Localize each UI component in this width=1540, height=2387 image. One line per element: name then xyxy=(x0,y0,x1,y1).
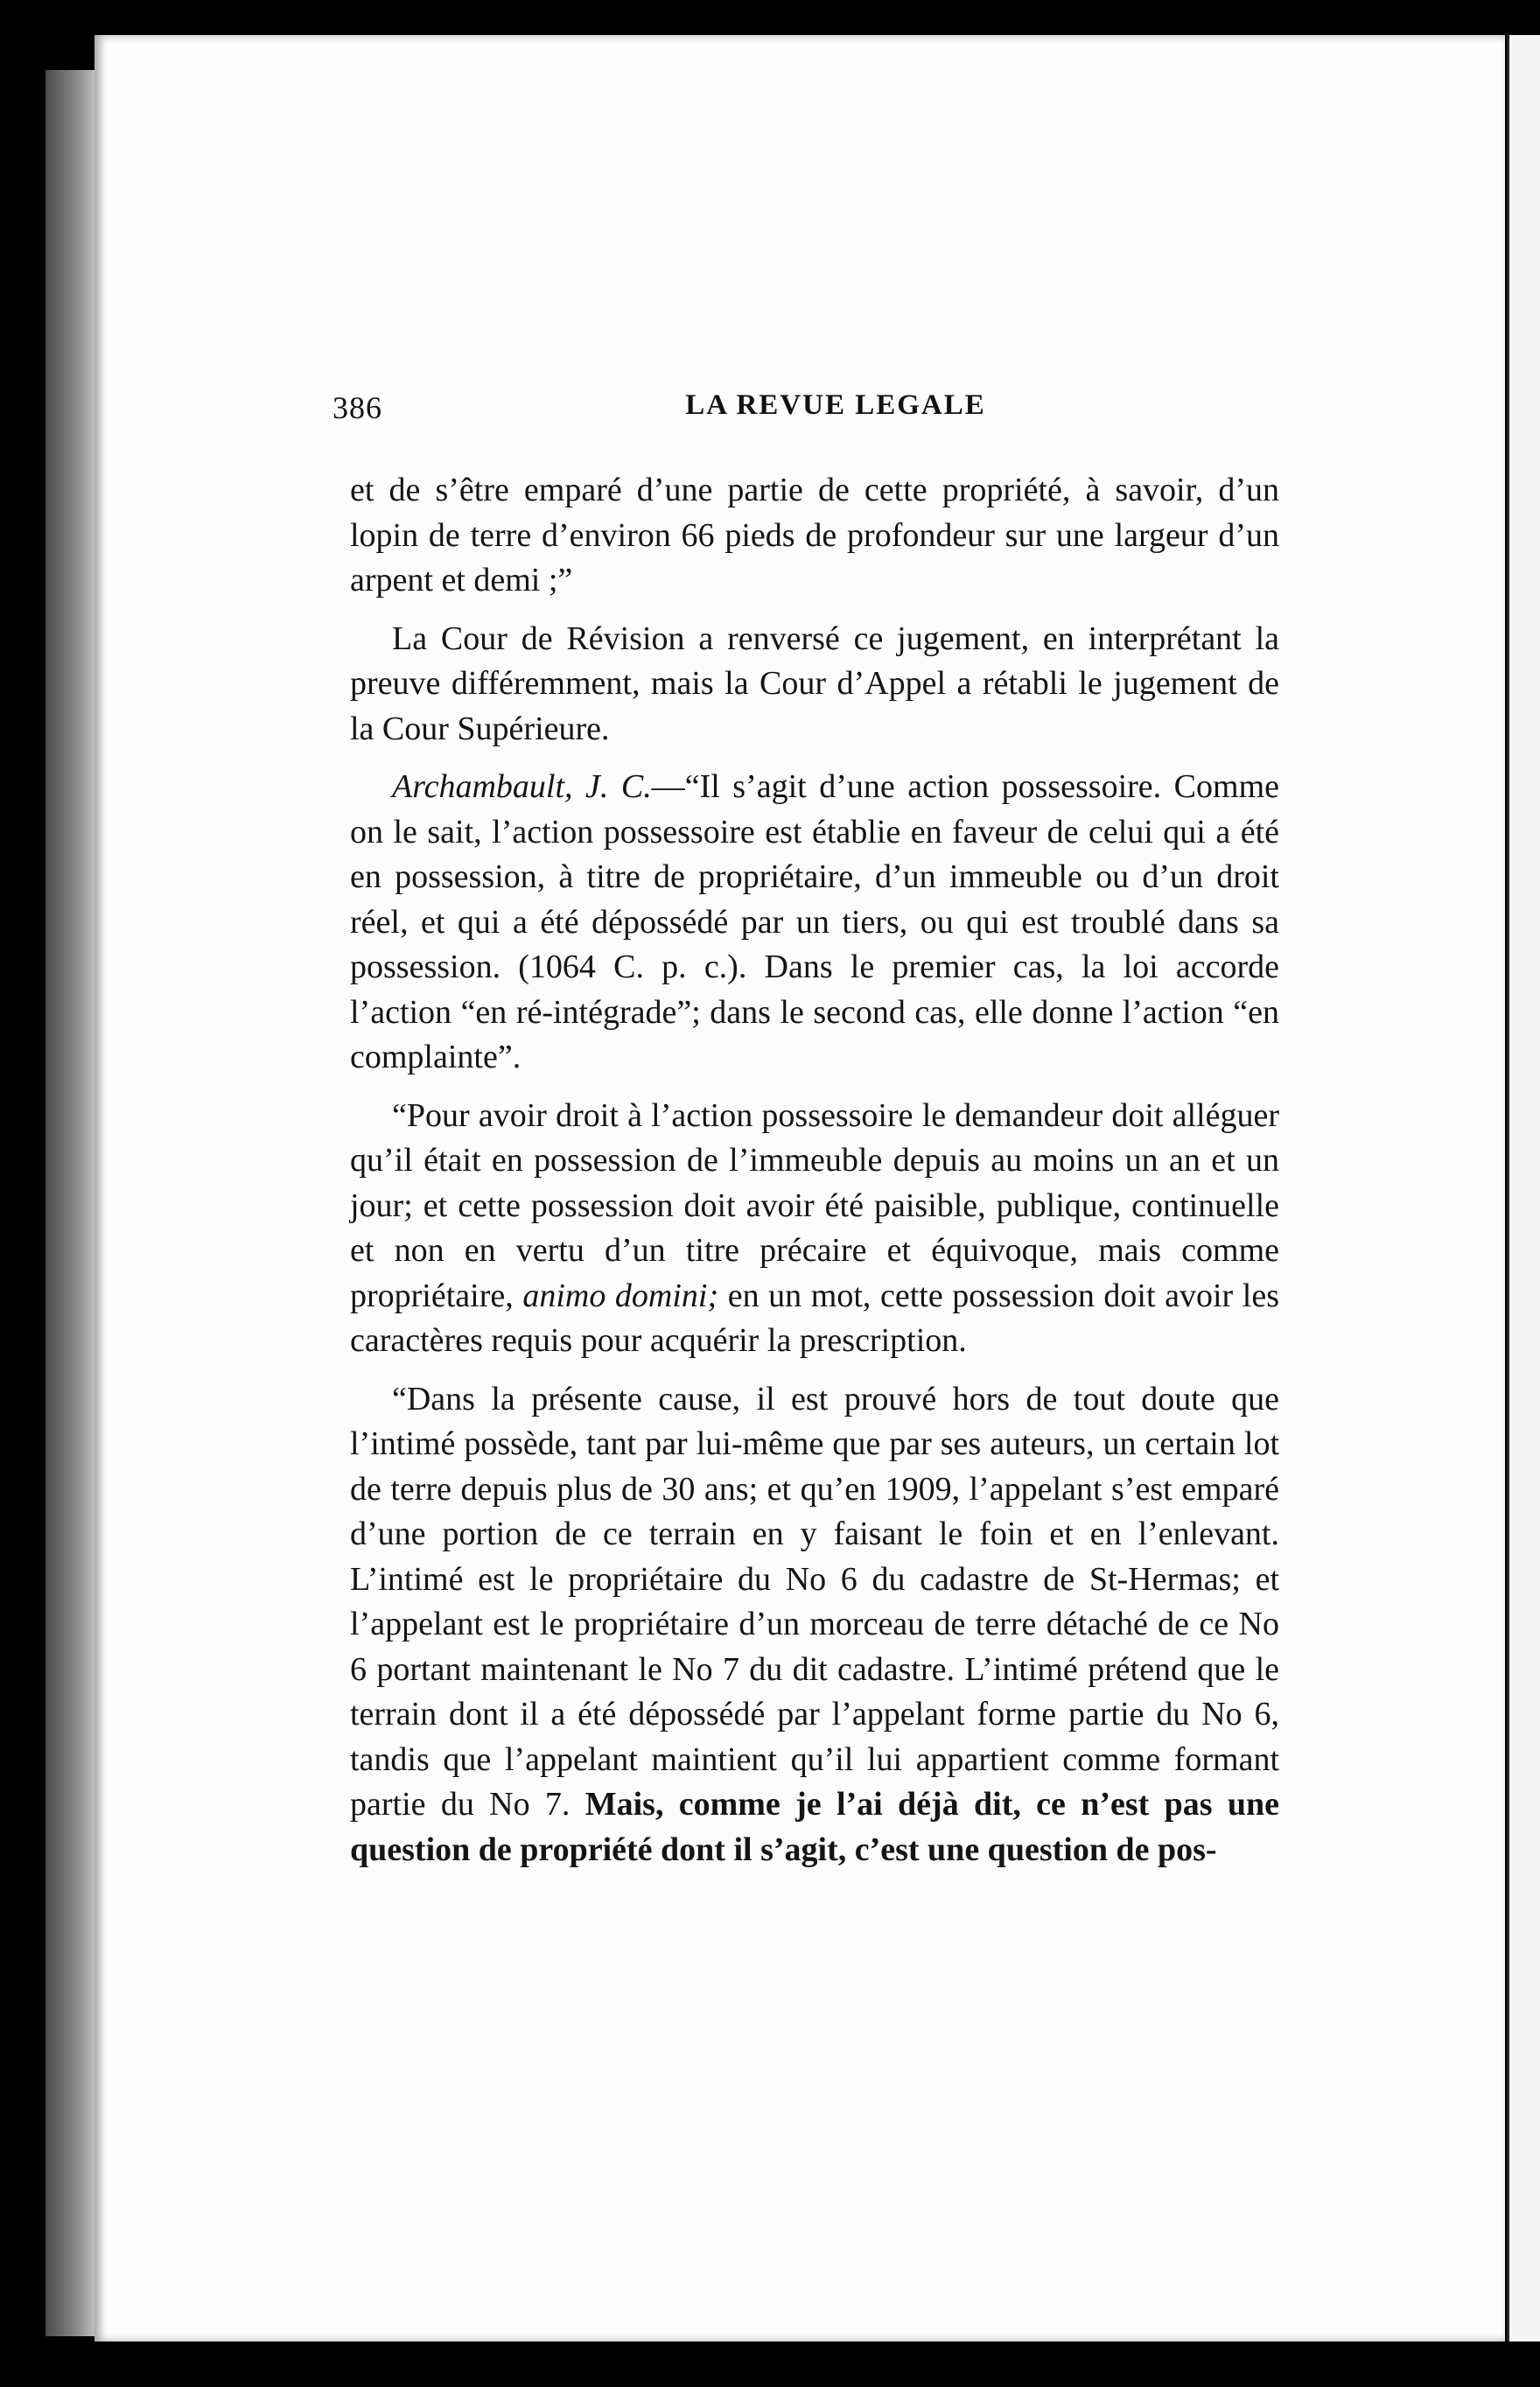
quote-text-part-b: en un mot, cette possession doit avoir les caractères requis pour acquérir la prescription. xyxy=(350,1277,1280,1359)
paragraph-action-possessoire xyxy=(350,1094,1279,1364)
paragraph-continuation: et de s’être emparé d’une partie de cette propriété, à savoir, d’un lopin de terre d’environ 66 pieds de profondeur sur une largeur d’un arpent et demi ;” xyxy=(350,472,1279,598)
paragraph-revision: La Cour de Révision a renversé ce jugement, en interprétant la preuve différemment, mais la Cour d’Appel a rétabli le jugement de la Cour Supérieure. xyxy=(350,620,1279,747)
judge-name: Archambault, J. C. xyxy=(392,768,652,805)
facing-page-edge xyxy=(1507,35,1540,2342)
quote-text-part-a: “Pour avoir droit à l’action possessoire le demandeur doit alléguer qu’il était en possession de l’immeuble depuis au moins un an et un jour; et cette possession doit avoir été paisible, publique, continuelle et non en vertu d’un titre précaire et équivoque, mais comme propriétaire, xyxy=(350,1096,1279,1314)
body-text xyxy=(350,468,1279,1872)
page-number: 386 xyxy=(332,390,382,425)
paragraph-archambault xyxy=(350,765,1279,1081)
paragraph-presente-cause xyxy=(350,1377,1279,1873)
quote-text-part-b: Mais, comme je l’ai déjà dit, ce n’est pas une question de propriété dont il s’agit, c’est une question de pos- xyxy=(350,1786,1280,1868)
latin-phrase: animo domini; xyxy=(522,1277,719,1314)
scan-shadow-left xyxy=(46,70,98,2336)
quote-text: —“Il s’agit d’une action possessoire. Comme on le sait, l’action possessoire est établie en faveur de celui qui a été en possession, à titre de propriétaire, d’un immeuble ou d’un droit réel, et qui a été dépossédé par un tiers, ou qui est troublé dans sa possession. (1064 C. p. c.). Dans le premier cas, la loi accorde l’action “en ré-intégrade”; dans le second cas, elle donne l’action “en complainte”. xyxy=(350,768,1279,1075)
quote-text-part-a: “Dans la présente cause, il est prouvé hors de tout doute que l’intimé possède, tant par lui-même que par ses auteurs, un certain lot de terre depuis plus de 30 ans; et qu’en 1909, l’appelant s’est emparé d’une portion de ce terrain en y faisant le foin et en l’enlevant. L’intimé est le propriétaire du No 6 du cadastre de St-Hermas; et l’appelant est le propriétaire d’un morceau de terre détaché de ce No 6 portant maintenant le No 7 du dit cadastre. L’intimé prétend que le terrain dont il a été dépossédé par l’appelant forme partie du No 6, tandis que l’appelant maintient qu’il lui appartient comme formant partie du No 7. xyxy=(350,1380,1279,1823)
page-header xyxy=(332,389,1286,442)
running-head: LA REVUE LEGALE xyxy=(685,389,986,421)
